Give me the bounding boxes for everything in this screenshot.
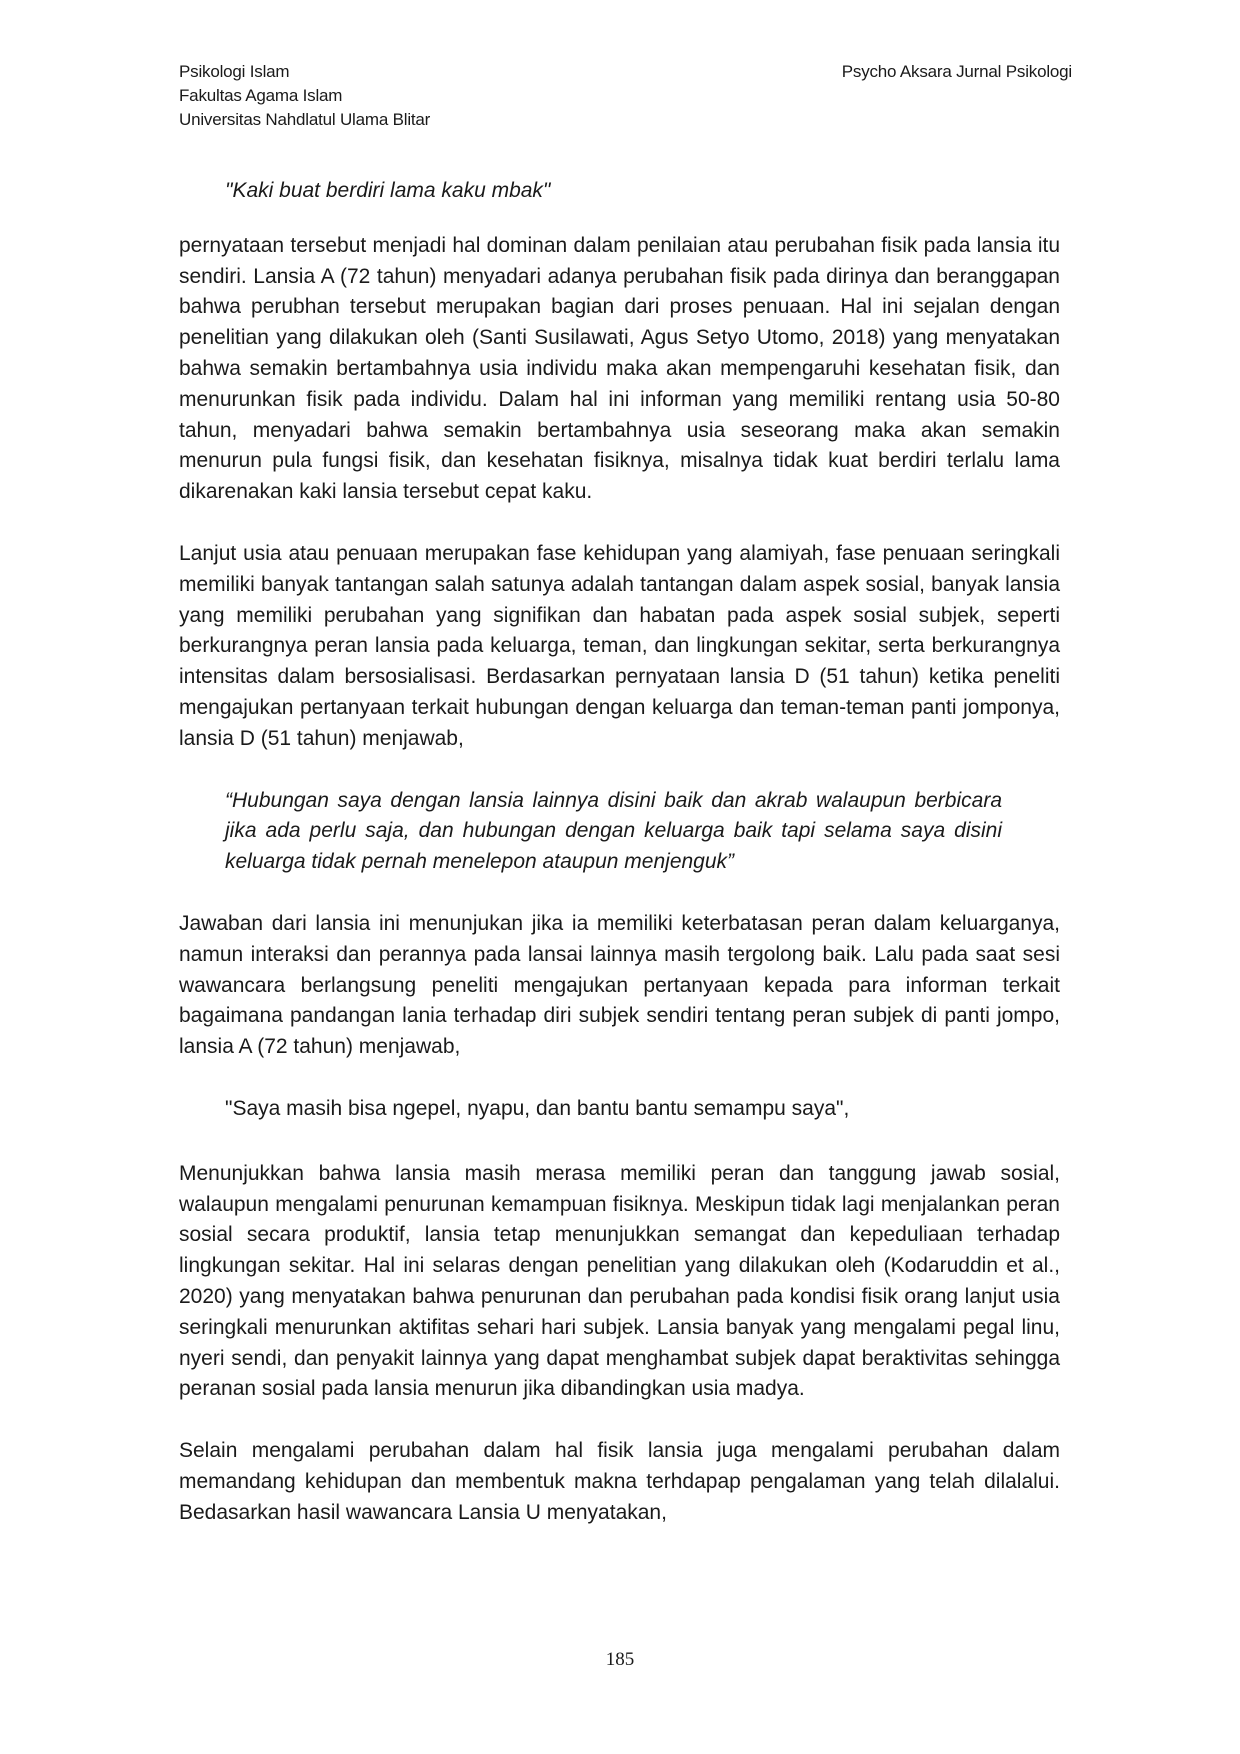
running-header-left bbox=[179, 60, 430, 132]
header-department: Psikologi Islam bbox=[179, 62, 290, 81]
page-body bbox=[179, 176, 1060, 1528]
interview-quote: "Saya masih bisa ngepel, nyapu, dan bantu bantu semampu saya", bbox=[225, 1096, 850, 1120]
journal-name: Psycho Aksara Jurnal Psikologi bbox=[841, 62, 1072, 81]
page-number: 185 bbox=[605, 1649, 635, 1670]
body-paragraph: Menunjukkan bahwa lansia masih merasa memiliki peran dan tanggung jawab sosial, walaupun mengalami penurunan kemampuan fisiknya. Meskipun tidak lagi menjalankan peran sosial secara produktif, lansia tetap menunjukkan semangat dan kepeduliaan terhadap lingkungan sekitar. Hal ini selaras dengan penelitian yang dilakukan oleh (Kodaruddin et al., 2020) yang menyatakan bahwa penurunan dan perubahan pada kondisi fisik orang lanjut usia seringkali menurunkan aktifitas sehari hari subjek. Lansia banyak yang mengalami pegal linu, nyeri sendi, dan penyakit lainnya yang dapat menghambat subjek dapat beraktivitas sehingga peranan sosial pada lansia menurun jika dibandingkan usia madya. bbox=[179, 1161, 1060, 1401]
interview-quote: "Kaki buat berdiri lama kaku mbak" bbox=[225, 179, 551, 202]
interview-quote: “Hubungan saya dengan lansia lainnya disini baik dan akrab walaupun berbicara jika ada perlu saja, dan hubungan dengan keluarga baik tapi selama saya disini keluarga tidak pernah menelepon ataupun menjenguk” bbox=[225, 788, 1002, 874]
header-university: Universitas Nahdlatul Ulama Blitar bbox=[179, 110, 431, 129]
body-paragraph: pernyataan tersebut menjadi hal dominan dalam penilaian atau perubahan fisik pada lansia itu sendiri. Lansia A (72 tahun) menyadari adanya perubahan fisik pada dirinya dan beranggapan bahwa perubhan tersebut merupakan bagian dari proses penuaan. Hal ini sejalan dengan penelitian yang dilakukan oleh (Santi Susilawati, Agus Setyo Utomo, 2018) yang menyatakan bahwa semakin bertambahnya usia individu maka akan mempengaruhi kesehatan fisik, dan menurunkan fisik pada individu. Dalam hal ini informan yang memiliki rentang usia 50-80 tahun, menyadari bahwa semakin bertambahnya usia seseorang maka akan semakin menurun pula fungsi fisik, dan kesehatan fisiknya, misalnya tidak kuat berdiri terlalu lama dikarenakan kaki lansia tersebut cepat kaku. bbox=[179, 233, 1060, 504]
body-paragraph: Selain mengalami perubahan dalam hal fisik lansia juga mengalami perubahan dalam memandang kehidupan dan membentuk makna terhdapap pengalaman yang telah dilalalui. Bedasarkan hasil wawancara Lansia U menyatakan, bbox=[179, 1439, 1060, 1524]
body-paragraph: Lanjut usia atau penuaan merupakan fase kehidupan yang alamiyah, fase penuaan seringkali memiliki banyak tantangan salah satunya adalah tantangan dalam aspek sosial, banyak lansia yang memiliki perubahan yang signifikan dan habatan pada aspek sosial subjek, seperti berkurangnya peran lansia pada keluarga, teman, dan lingkungan sekitar, serta berkurangnya intensitas dalam bersosialisasi. Berdasarkan pernyataan lansia D (51 tahun) ketika peneliti mengajukan pertanyaan terkait hubungan dengan keluarga dan teman-teman panti jomponya, lansia D (51 tahun) menjawab, bbox=[179, 541, 1060, 750]
body-paragraph: Jawaban dari lansia ini menunjukan jika ia memiliki keterbatasan peran dalam keluarganya, namun interaksi dan perannya pada lansai lainnya masih tergolong baik. Lalu pada saat sesi wawancara berlangsung peneliti mengajukan pertanyaan kepada para informan terkait bagaimana pandangan lania terhadap diri subjek sendiri tentang peran subjek di panti jompo, lansia A (72 tahun) menjawab, bbox=[179, 911, 1060, 1059]
header-faculty: Fakultas Agama Islam bbox=[179, 86, 343, 105]
